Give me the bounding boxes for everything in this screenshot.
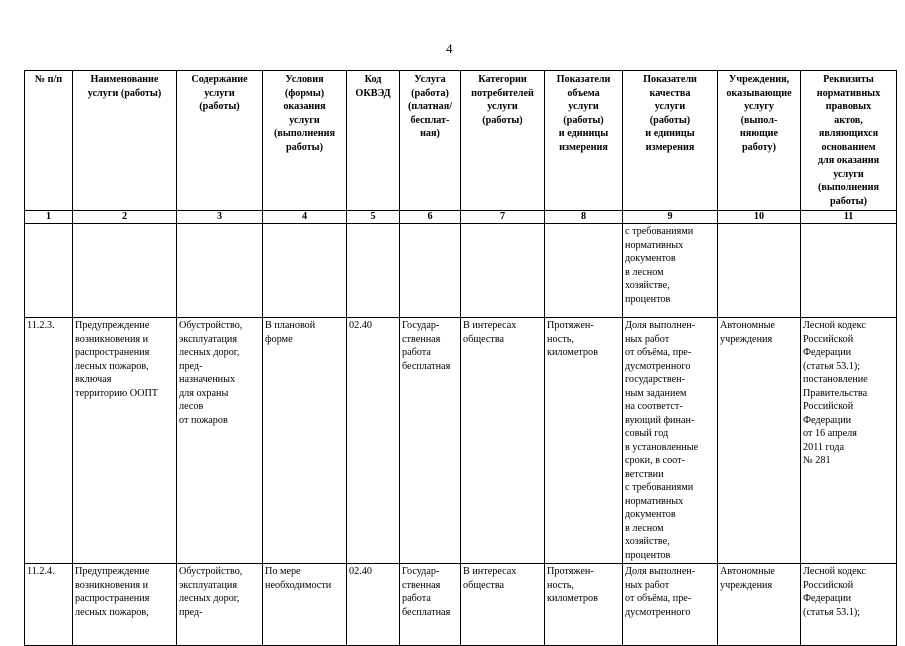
header-conditions [263,71,347,211]
cell-okved [347,564,400,646]
column-number: 8 [545,211,623,224]
cell-line: бесплатная [402,360,451,372]
header-line: ная) [420,128,440,139]
header-line: Содержание [191,74,248,85]
cell-line: работа [402,347,431,358]
cell-conditions [263,224,347,318]
cell-line: ветствии [625,468,664,480]
cell-line: дусмотренного [625,360,691,372]
header-line: услуги [654,101,686,112]
cell-num [25,564,73,646]
cell-line: 2011 года [803,441,844,453]
cell-line: распространения [75,347,150,358]
header-line: Показатели [556,74,611,85]
header-line: услуги [568,101,599,112]
cell-line: дусмотренного [625,606,691,618]
cell-line: ность, [547,579,574,591]
cell-line: в лесном [625,522,664,534]
header-num [25,71,73,211]
cell-line: учреждения [720,333,773,345]
cell-line: от 16 апреля [803,428,857,439]
header-line: ОКВЭД [355,87,391,99]
header-line: и единицы [558,128,609,139]
cell-acts [801,564,897,646]
cell-content [177,318,263,564]
header-line: Реквизиты [823,74,874,85]
column-number: 7 [461,211,545,224]
cell-acts [801,318,897,564]
cell-line: Протяжен- [547,566,594,577]
column-number: 10 [718,211,801,224]
header-line: Код [364,74,382,85]
header-line: услуги [833,168,864,180]
cell-line: Автономные [720,566,775,577]
cell-line: Государ- [402,566,440,577]
cell-line: лесных дорог, [179,593,240,604]
column-number: 4 [263,211,347,224]
column-number: 6 [400,211,461,224]
column-number: 11 [801,211,897,224]
header-line: услуги [204,87,235,99]
cell-num [25,318,73,564]
cell-line: пред- [179,360,203,372]
cell-line: Федерации [803,347,852,358]
column-number: 5 [347,211,400,224]
cell-service [400,224,461,318]
cell-line: По мере [265,566,301,577]
cell-line: ных работ [625,579,670,591]
cell-num [25,224,73,318]
cell-line: 11.2.3. [27,320,55,331]
header-line: оказания [283,101,326,112]
cell-institutions [718,318,801,564]
header-service [400,71,461,211]
header-line: работы) [285,141,324,153]
cell-line: Автономные [720,320,775,331]
cell-line: территорию ООПТ [75,387,159,399]
header-line: услуги [289,114,320,126]
cell-institutions [718,564,801,646]
column-number: 9 [623,211,718,224]
cell-line: пред- [179,606,203,618]
header-line: (работа) [411,87,449,99]
header-line: являющихся [818,128,879,139]
header-line: няющие [739,128,779,139]
cell-consumers [461,318,545,564]
cell-line: Доля выполнен- [625,320,696,331]
cell-line: совый год [625,428,669,439]
cell-service [400,318,461,564]
cell-line: километров [547,347,598,358]
header-line: бесплат- [410,114,450,126]
cell-line: в установленные [625,441,699,453]
cell-line: форме [265,333,293,345]
header-line: Услуга [414,74,446,85]
cell-name [73,564,177,646]
continuation-row [25,224,897,318]
cell-line: бесплатная [402,606,451,618]
cell-line: № 281 [803,455,831,466]
header-line: нормативных [816,87,881,99]
cell-line: В интересах [463,320,517,331]
header-line: (выпол- [740,114,778,126]
header-line: правовых [825,101,872,112]
cell-consumers [461,224,545,318]
cell-line: 02.40 [349,566,372,577]
cell-line: необходимости [265,579,332,591]
cell-line: Протяжен- [547,320,594,331]
header-line: услуги (работы) [87,87,162,99]
cell-line: от пожаров [179,414,228,426]
cell-line: от объёма, пре- [625,347,692,358]
header-line: (выполнения [817,182,880,193]
cell-line: В плановой [265,320,316,331]
cell-line: 02.40 [349,320,372,331]
header-consumers [461,71,545,211]
cell-line: Лесной кодекс [803,320,866,331]
header-line: измерения [645,141,695,153]
header-line: измерения [559,141,608,153]
cell-line: с требованиями [625,482,694,493]
cell-line: километров [547,593,598,604]
cell-volume [545,564,623,646]
cell-line: 11.2.4. [27,566,55,577]
cell-line: нормативных [625,495,684,507]
cell-line: возникновения и [75,333,149,345]
cell-institutions [718,224,801,318]
header-line: качества [649,87,691,99]
header-line: и единицы [645,128,695,139]
cell-line: Правительства [803,387,868,399]
services-table [24,70,897,646]
header-line: основанием [821,141,876,153]
cell-line: Федерации [803,593,852,604]
header-line: (выполнения [273,128,336,139]
cell-line: хозяйстве, [625,536,670,547]
cell-line: процентов [625,293,671,305]
cell-acts [801,224,897,318]
cell-line: ственная [402,579,441,591]
cell-line: включая [75,374,112,385]
cell-line: вующий финан- [625,414,695,426]
header-line: № п/п [34,74,63,85]
cell-line: лесных пожаров, [75,606,149,618]
cell-line: назначенных [179,374,236,385]
column-number-row [25,211,897,224]
header-name [73,71,177,211]
page-number: 4 [446,41,453,56]
cell-line: процентов [625,549,671,561]
cell-name [73,224,177,318]
cell-line: Предупреждение [75,320,150,331]
cell-line: ность, [547,333,574,345]
cell-conditions [263,318,347,564]
cell-line: сроки, в соот- [625,455,685,466]
cell-line: В интересах [463,566,517,577]
cell-line: распространения [75,593,150,604]
cell-line: Обустройство, [179,566,243,577]
cell-volume [545,318,623,564]
cell-quality [623,318,718,564]
header-line: Условия [285,74,324,85]
header-line: (работы) [482,114,523,126]
cell-conditions [263,564,347,646]
header-line: Учреждения, [728,74,790,85]
cell-line: Государ- [402,320,440,331]
cell-line: (статья 53.1); [803,360,861,372]
header-volume [545,71,623,211]
header-quality [623,71,718,211]
header-institutions [718,71,801,211]
cell-line: ных работ [625,333,670,345]
header-row [25,71,897,211]
header-line: (работы) [649,114,691,126]
cell-line: в лесном [625,266,664,278]
cell-line: государствен- [625,374,685,385]
cell-content [177,564,263,646]
cell-line: Федерации [803,414,852,426]
cell-line: (статья 53.1); [803,606,861,618]
cell-line: документов [625,509,676,520]
header-line: (работы) [563,114,604,126]
cell-line: общества [463,333,505,345]
cell-quality [623,564,718,646]
cell-quality [623,224,718,318]
cell-line: учреждения [720,579,773,591]
cell-volume [545,224,623,318]
header-content [177,71,263,211]
cell-line: с требованиями [625,226,694,237]
header-line: объема [567,87,600,99]
column-number: 2 [73,211,177,224]
cell-line: постановление [803,374,868,385]
cell-line: Лесной кодекс [803,566,866,577]
cell-line: Обустройство, [179,320,243,331]
cell-line: нормативных [625,239,684,251]
cell-content [177,224,263,318]
header-line: оказывающие [726,87,792,99]
header-line: (формы) [284,87,325,99]
cell-line: для охраны [179,387,229,399]
cell-line: Российской [803,579,854,591]
header-line: Категории [478,74,527,85]
cell-consumers [461,564,545,646]
cell-line: Доля выполнен- [625,566,696,577]
cell-line: от объёма, пре- [625,593,692,604]
cell-line: эксплуатация [179,333,238,345]
cell-line: Предупреждение [75,566,150,577]
cell-line: лесов [179,401,204,412]
header-line: для оказания [817,155,880,166]
cell-line: Российской [803,333,854,345]
cell-line: общества [463,579,505,591]
column-number: 3 [177,211,263,224]
header-acts [801,71,897,211]
cell-service [400,564,461,646]
cell-line: работа [402,593,431,604]
header-line: услуги [487,101,518,112]
cell-line: лесных пожаров, [75,360,149,372]
table-row [25,564,897,646]
cell-line: документов [625,253,676,264]
header-line: (работы) [199,101,240,112]
cell-line: Российской [803,401,854,412]
cell-name [73,318,177,564]
cell-line: ственная [402,333,441,345]
header-line: работы) [829,195,868,207]
header-line: услугу [744,101,774,112]
table-row [25,318,897,564]
header-line: потребителей [471,87,534,99]
cell-line: на соответст- [625,401,683,412]
cell-line: ным заданием [625,387,687,399]
cell-line: возникновения и [75,579,149,591]
cell-line: эксплуатация [179,579,238,591]
header-line: Наименование [90,74,159,85]
cell-okved [347,318,400,564]
header-line: работу) [741,141,777,153]
column-number: 1 [25,211,73,224]
header-line: (платная/ [407,101,453,112]
header-line: Показатели [643,74,697,85]
header-line: актов, [834,114,863,126]
header-okved [347,71,400,211]
cell-line: лесных дорог, [179,347,240,358]
cell-line: хозяйстве, [625,280,670,291]
cell-okved [347,224,400,318]
